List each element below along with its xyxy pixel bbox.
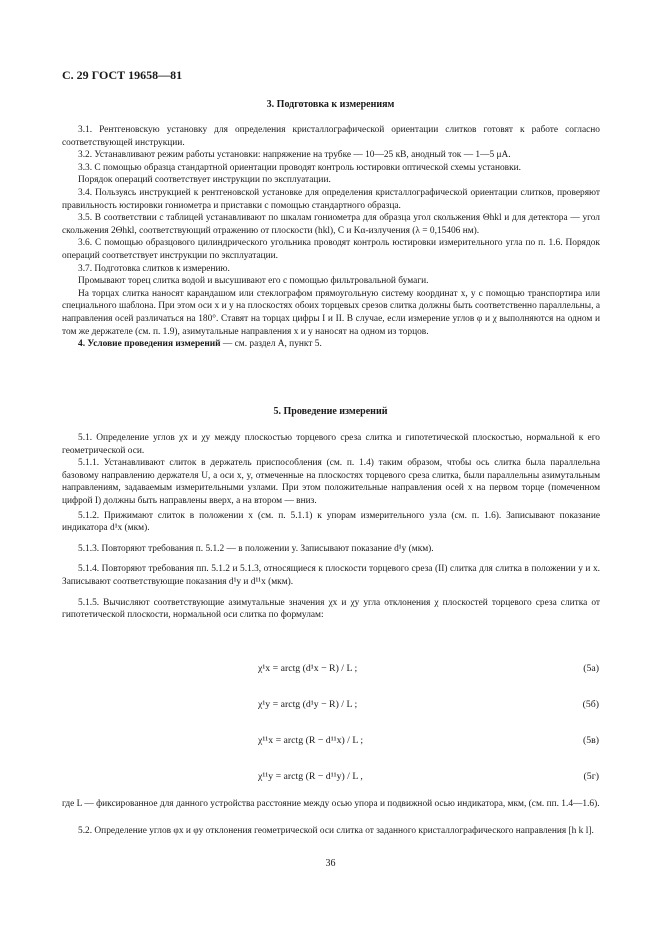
paragraph-3-7: 3.7. Подготовка слитков к измерению. <box>78 263 230 274</box>
formula-expression: χ¹y = arctg (d¹y − R) / L ; <box>258 699 358 710</box>
formula-number: (5б) <box>582 699 599 710</box>
page-header: С. 29 ГОСТ 19658—81 <box>62 68 183 82</box>
section-3-body <box>62 124 600 351</box>
formula-number: (5в) <box>582 735 599 746</box>
paragraph-3-1: 3.1. Рентгеновскую установку для определения кристаллографической ориентации слитков готовят к работе согласно соответствующей инструкции. <box>62 125 600 148</box>
formula-expression: χ¹¹y = arctg (R − d¹¹y) / L , <box>258 771 363 782</box>
condition-ref: — см. раздел А, пункт 5. <box>220 339 322 350</box>
section-3-title: 3. Подготовка к измерениям <box>266 99 395 110</box>
paragraph-5-1: 5.1. Определение углов χx и χy между плоскостью торцевого среза слитка и гипотетической плоскостью, нормальной к его геометрической оси. <box>62 433 600 456</box>
paragraph-3-6: 3.6. С помощью образцового цилиндрического угольника проводят контроль юстировки измерительного угла по п. 1.6. Порядок операций соответствует инструкции по эксплуатации. <box>62 238 600 261</box>
paragraph-3-3: 3.3. С помощью образца стандартной ориентации проводят контроль юстировки оптической схемы установки. <box>78 162 522 173</box>
paragraph-3-7-wash: Промывают торец слитка водой и высушивают его с помощью фильтровальной бумаги. <box>78 276 429 287</box>
paragraph-3-5: 3.5. В соответствии с таблицей устанавливают по шкалам гониометра для образца угол скольжения Θhkl и для детектора — угол скольжения 2Θhkl, соответствующий отражению от плоскости (hkl), С и Kα-излучения (λ = 0,15406 нм). <box>62 213 600 236</box>
paragraph-5-1-4: 5.1.4. Повторяют требования пп. 5.1.2 и 5.1.3, относящиеся к плоскости торцевого среза (II) слитка для слитка в положении y и x. Записывают соответствующие показания d¹y и d¹¹x (мкм). <box>62 564 600 587</box>
paragraph-5-1-3: 5.1.3. Повторяют требования п. 5.1.2 — в положении y. Записывают показание d¹y (мкм). <box>78 543 434 554</box>
section-5-body <box>62 432 600 622</box>
formula-expression: χ¹x = arctg (d¹x − R) / L ; <box>258 663 358 674</box>
formula-where-note: где L — фиксированное для данного устройства расстояние между осью упора и подвижной осью индикатора, мкм, (см. пп. 1.4—1.6). <box>62 799 600 809</box>
paragraph-5-1-5: 5.1.5. Вычисляют соответствующие азимутальные значения χx и χy угла отклонения χ плоскостей торцевого среза слитка от гипотетической плоскости, нормальной оси слитка по формулам: <box>62 597 600 621</box>
paragraph-5-2: 5.2. Определение углов φx и φy отклонения геометрической оси слитка от заданного кристаллографического направления [h k l]. <box>78 826 594 836</box>
paragraph-3-3-order: Порядок операций соответствует инструкции по эксплуатации. <box>78 175 331 186</box>
paragraph-3-7-coords: На торцах слитка наносят карандашом или стеклографом прямоугольную систему координат x, y с помощью транспортира или специального шаблона. При этом оси x и y на плоскостях обоих торцевых срезов слитка должны быть соответственно параллельны, а направления осей различаться на 180°. Ставят на торцах цифры I и II. В случае, если измерение углов φ и χ выполняются на одном и том же держателе (см. п. 1.9), азимутальные направления x и y наносят на одном из торцов. <box>62 288 600 337</box>
condition-label: 4. Условие проведения измерений <box>78 339 221 350</box>
paragraph-3-2: 3.2. Устанавливают режим работы установки: напряжение на трубке — 10—25 кВ, анодный ток — 1—5 μА. <box>78 150 511 161</box>
paragraph-5-1-2: 5.1.2. Прижимают слиток в положении x (см. п. 5.1.1) к упорам измерительного узла (см. п. 1.6). Записывают показание индикатора d¹x (мкм). <box>62 510 600 534</box>
formula-expression: χ¹¹x = arctg (R − d¹¹x) / L ; <box>258 735 364 746</box>
paragraph-3-4: 3.4. Пользуясь инструкцией к рентгеновской установке для определения кристаллографической ориентации слитков, проверяют правильность юстировки гониометра и приставки с помощью стандартного образца. <box>62 187 600 211</box>
formula-number: (5а) <box>583 663 599 674</box>
page-number: 36 <box>325 858 336 869</box>
paragraph-5-1-1: 5.1.1. Устанавливают слиток в держатель приспособления (см. п. 1.4) таким образом, чтобы ось слитка была параллельна базовому направлению держателя U, а оси x, y, отмеченные на плоскостях торцевого среза слитка, были параллельны азимутальным направлениям, задаваемым измерительными узлами. При этом положительные направления осей x на первом торце (помеченном цифрой I) должны быть направлены вверх, а на втором — вниз. <box>62 458 600 506</box>
section-5-title: 5. Проведение измерений <box>273 406 388 417</box>
formula-number: (5г) <box>583 771 599 782</box>
paragraph-4 <box>62 338 600 351</box>
